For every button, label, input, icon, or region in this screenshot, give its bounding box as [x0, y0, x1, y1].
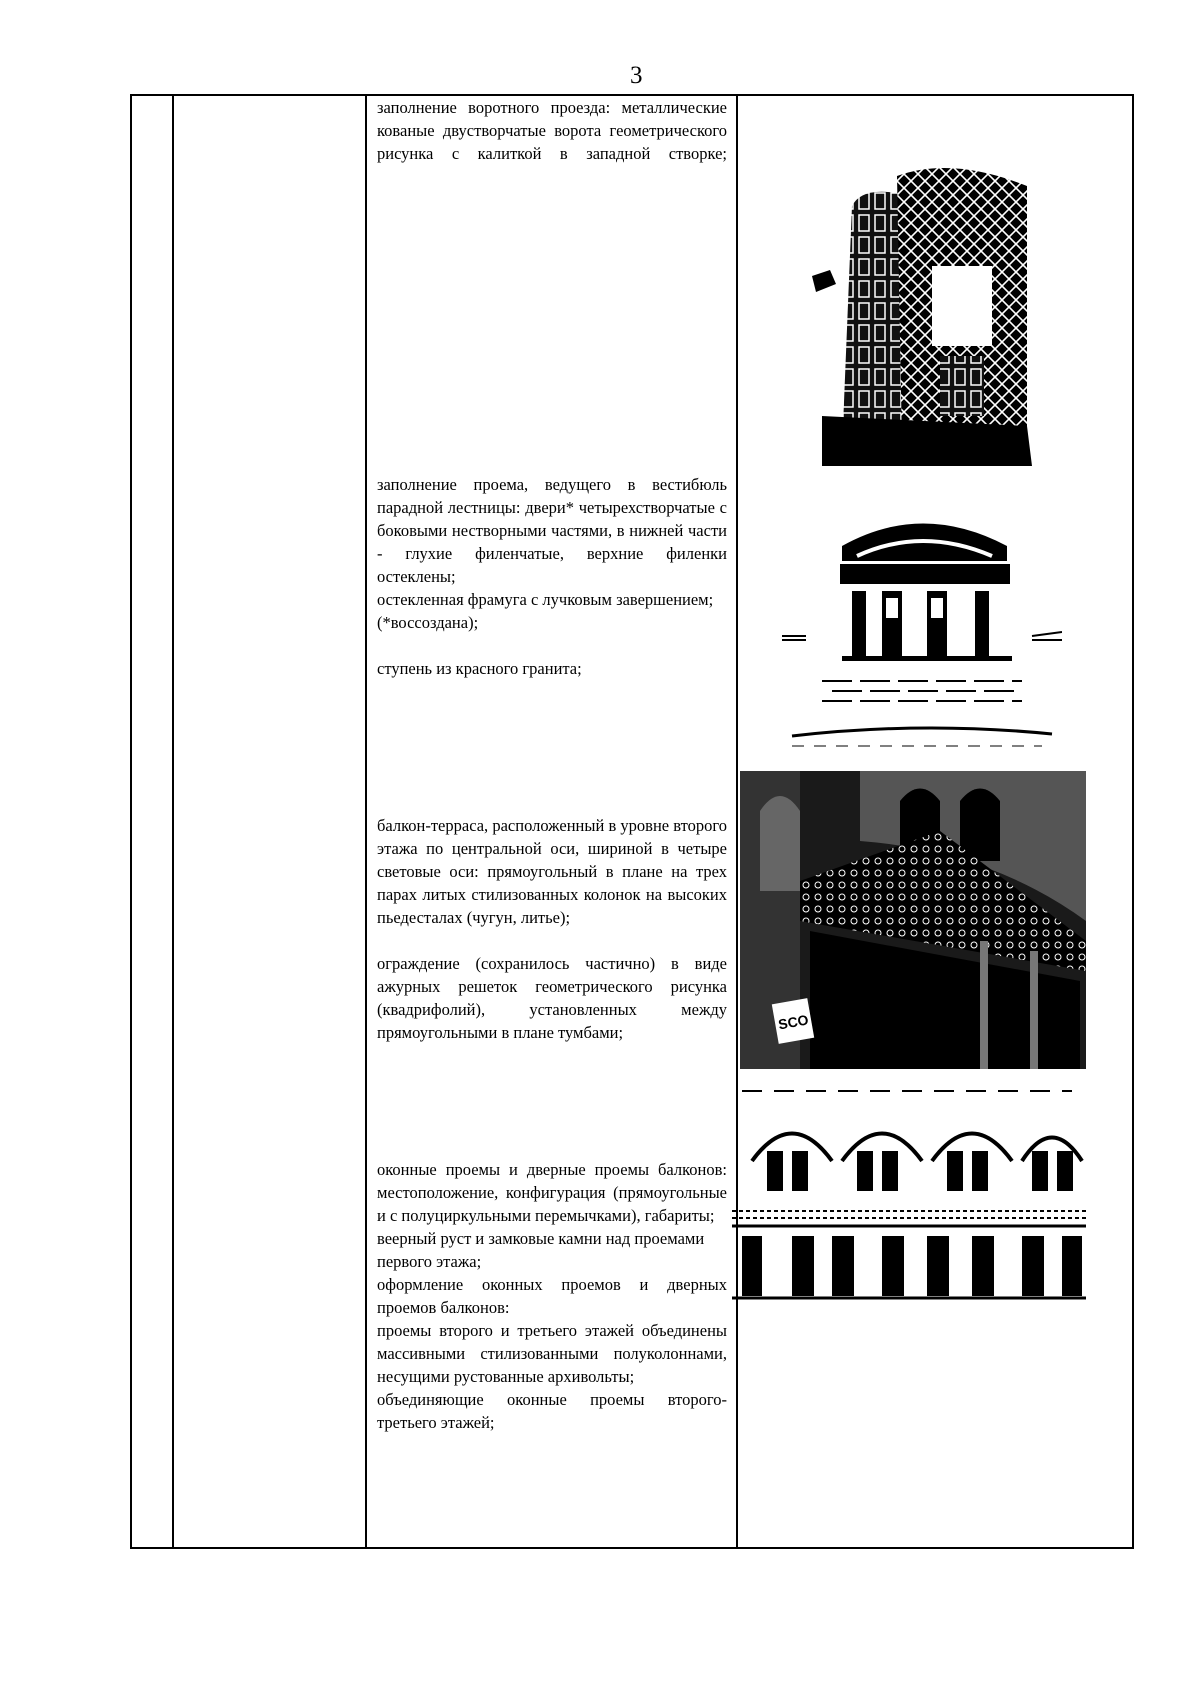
entry-paragraph: заполнение проема, ведущего в вестибюль парадной лестницы: двери* четырехстворчатые с боковыми нествoрными частями, в нижней части - глухие филенчатые, верхние филенки остеклены;: [377, 475, 727, 586]
entry-paragraph: оформление оконных проемов и дверных проемов балконов:: [377, 1275, 727, 1317]
entry-windows-text: [377, 1158, 727, 1434]
entry-paragraph: заполнение воротного проезда: металлические кованые двустворчатые ворота геометрического рисунка с калиткой в западной створке;: [377, 98, 727, 163]
entry-paragraph: остекленная фрамуга с лучковым завершением;: [377, 590, 714, 609]
entry-balcony-text: [377, 814, 727, 1044]
wrought-iron-gate-photo: [792, 146, 1052, 466]
entry-gate-text: [377, 96, 727, 165]
entrance-doors-photo: [782, 506, 1062, 766]
entry-paragraph: объединяющие оконные проемы второго-третьего этажей;: [377, 1390, 727, 1432]
page-number: 3: [630, 62, 643, 89]
facade-windows-photo: [732, 1086, 1086, 1316]
balcony-terrace-photo: [740, 771, 1086, 1069]
entry-paragraph: веерный руст и замковые камни над проемами первого этажа;: [377, 1229, 705, 1271]
entry-paragraph: (*воссоздана);: [377, 613, 479, 632]
entry-paragraph: оконные проемы и дверные проемы балконов: местоположение, конфигурация (прямоугольные и с полуциркульными перемычками), габариты;: [377, 1160, 727, 1225]
document-table: [130, 94, 1134, 1549]
column-divider-2: [365, 96, 367, 1547]
entry-doors-text: [377, 473, 727, 680]
column-divider-1: [172, 96, 174, 1547]
balcony-photo-sign: SCO: [777, 1011, 810, 1033]
entry-paragraph: проемы второго и третьего этажей объединены массивными стилизованными полуколоннами, несущими рустованные архивольты;: [377, 1321, 727, 1386]
column-divider-3: [736, 96, 738, 1547]
entry-paragraph: балкон-терраса, расположенный в уровне второго этажа по центральной оси, шириной в четыре световые оси: прямоугольный в плане на трех парах литых стилизованных колонок на высоких пьедесталах (чугун, литье);: [377, 816, 727, 927]
entry-paragraph: ступень из красного гранита;: [377, 659, 582, 678]
entry-paragraph: ограждение (сохранилось частично) в виде ажурных решеток геометрического рисунка (квадрифолий), установленных между прямоугольными в плане тумбами;: [377, 954, 727, 1042]
